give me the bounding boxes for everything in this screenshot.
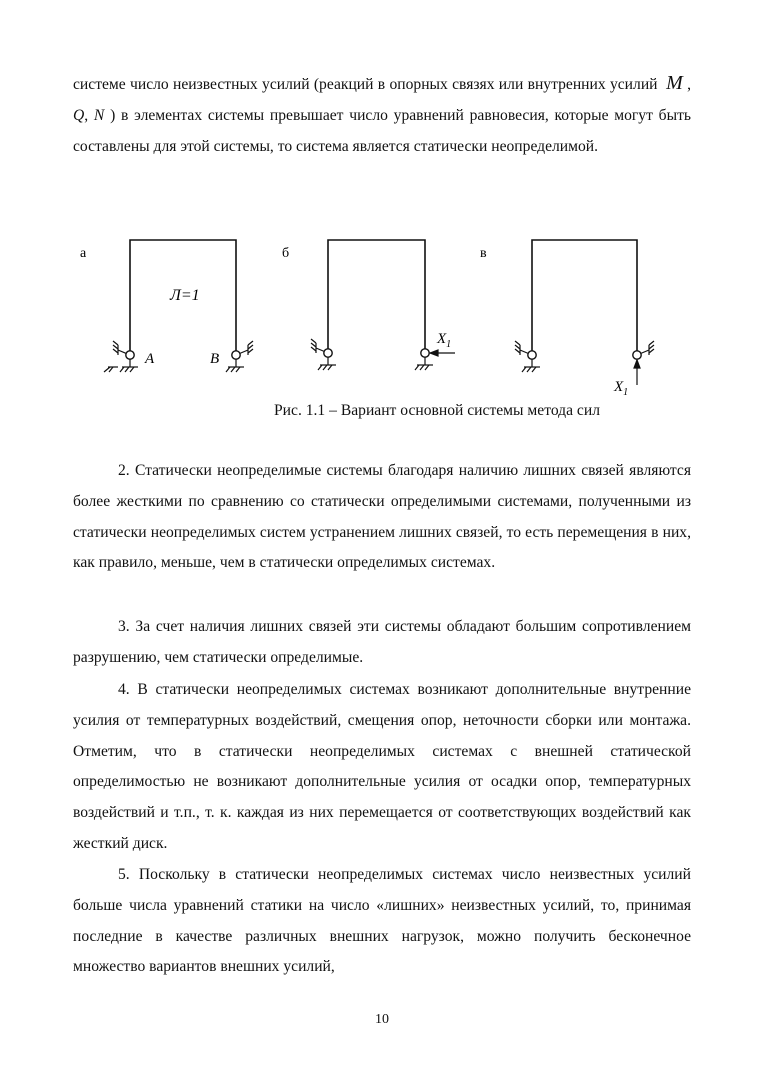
degree-label: Л=1: [170, 287, 200, 304]
symbol-Q: Q: [73, 106, 85, 124]
paragraph-4: 4. В статически неопределимых системах возникают дополнительные внутренние усилия от температурных воздействий, смещения опор, неточности сборки или монтажа. Отметим, что в статически неопределимых системах с внешней статической определимостью не возникают дополнительные усилия от осадки опор, температурных воздействий и т.п., т. к. каждая из них перемещается от соответствующих воздействий как жесткий диск.: [73, 681, 691, 852]
force-arrow-v: [634, 360, 640, 385]
paragraph-3: 3. За счет наличия лишних связей эти системы обладают большим сопротивлением разрушению, чем статически определимые.: [73, 618, 691, 666]
frame-v: [532, 240, 637, 355]
node-A-label: A: [145, 351, 155, 367]
label-v: в: [480, 246, 487, 261]
force-b-label: $X_1$: [437, 331, 452, 350]
figure-caption: Рис. 1.1 – Вариант основной системы метода сил: [274, 402, 600, 419]
intro-line-2-start: усилий: [609, 76, 658, 93]
label-b: б: [282, 246, 290, 261]
intro-line-3: равновесия, которые могут быть составлены для этой системы, то система является статически неопределимой.: [73, 106, 692, 155]
force-arrow-b: [430, 350, 455, 356]
intro-line-1: системе число неизвестных усилий (реакций в опорных связях или внутренних: [73, 76, 606, 93]
intro-paragraph: системе число неизвестных усилий (реакций в опорных связях или внутренних усилий M , Q, N ) в элементах системы превышает число уравнений равновесия, которые могут быть составлены для этой системы, то система является статически неопределимой.: [73, 72, 692, 155]
paragraph-2: 2. Статически неопределимые системы благодаря наличию лишних связей являются более жесткими по сравнению со статически определимыми системами, полученными из статически неопределимых систем устранением лишних связей, то есть перемещения в них, как правило, меньше, чем в статически определимых системах.: [73, 462, 691, 572]
page-number: 10: [375, 1012, 389, 1027]
node-B-label: B: [210, 351, 220, 367]
symbol-M: M: [666, 72, 683, 94]
frame-b: [328, 240, 425, 355]
intro-line-2-end: ) в элементах системы превышает число уравнений: [110, 106, 464, 124]
force-v-label: $X_1$: [614, 379, 629, 398]
symbol-N: N: [93, 106, 105, 124]
paragraph-5: 5. Поскольку в статически неопределимых системах число неизвестных усилий больше числа уравнений статики на число «лишних» неизвестных усилий, то, принимая последние в качестве различных внешних нагрузок, можно получить бесконечное множество вариантов внешних усилий,: [73, 866, 691, 976]
label-a: а: [80, 246, 87, 261]
